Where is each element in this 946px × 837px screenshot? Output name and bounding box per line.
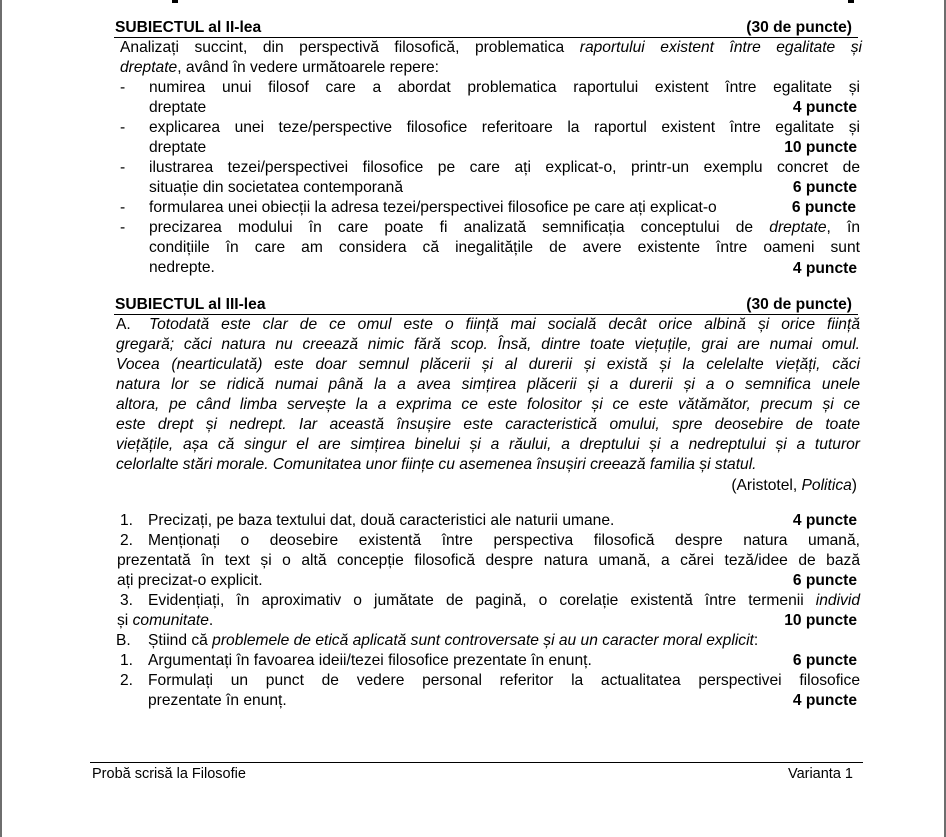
question-1-text: Precizați, pe baza textului dat, două caracteristici ale naturii umane. bbox=[148, 512, 615, 529]
page-left-border bbox=[0, 0, 2, 837]
footer-left: Probă scrisă la Filosofie bbox=[92, 766, 246, 782]
subject2-intro-line2: dreptate, având în vedere următoarele repere: bbox=[120, 59, 440, 76]
part-b-question-2-points: 4 puncte bbox=[792, 692, 857, 709]
question-2-line2: prezentată în text și o altă concepție filosofică despre natura umană, a cărei teză/idee de bază bbox=[117, 552, 860, 569]
subject2-item3-line2: situație din societatea contemporană bbox=[149, 179, 403, 196]
quote-line-2: gregară; căci natura nu creează nimic fără scop. Însă, dintre toate viețuțile, grai are numai omul. bbox=[116, 336, 860, 353]
part-b-question-2-number: 2. bbox=[120, 672, 134, 689]
footer-right: Varianta 1 bbox=[787, 766, 853, 782]
quote-line-1: Totodată este clar de ce omul este o ființă mai socială decât orice albină și orice ființă bbox=[149, 316, 860, 333]
subject2-item5-line1: precizarea modului în care poate fi analizată semnificația conceptului de dreptate, în bbox=[149, 219, 861, 236]
top-cutoff-mark bbox=[172, 0, 178, 3]
subject2-item2-line1: explicarea unei teze/perspective filosofice referitoare la raportul existent între egalitate și bbox=[149, 119, 860, 136]
quote-source: (Aristotel, Politica) bbox=[731, 477, 857, 494]
list-dash: - bbox=[120, 159, 126, 176]
subject2-points: (30 de puncte) bbox=[746, 19, 852, 36]
question-3-number: 3. bbox=[120, 592, 134, 609]
subject2-item3-points: 6 puncte bbox=[792, 179, 857, 196]
quote-line-3: Vocea (nearticulată) este doar semnul plăcerii și al durerii și există și la celelalte viețăți, căci bbox=[116, 356, 860, 373]
quote-line-4: natura lor se ridică numai până la a avea simțirea plăcerii și a durerii și a o semnifica unele bbox=[116, 376, 860, 393]
question-2-line1: Menționați o deosebire existentă între perspectiva filosofică despre natura umană, bbox=[148, 532, 860, 549]
list-dash: - bbox=[120, 199, 126, 216]
subject2-item4-line1: formularea unei obiecții la adresa tezei/perspectivei filosofice pe care ați explicat-o bbox=[149, 199, 717, 216]
subject2-item5-points: 4 puncte bbox=[792, 260, 857, 277]
part-b-intro: Știind că problemele de etică aplicată sunt controversate și au un caracter moral explicit: bbox=[148, 632, 759, 649]
subject2-item1-points: 4 puncte bbox=[792, 99, 857, 116]
part-b-question-2-line2: prezentate în enunț. bbox=[148, 692, 287, 709]
quote-line-7: viețățile, așa că singur el are simțirea binelui și a răului, a dreptului și a nedreptului și a tuturor bbox=[116, 436, 860, 453]
question-2-line3: ați precizat-o explicit. bbox=[117, 572, 263, 589]
subject2-item4-points: 6 puncte bbox=[791, 199, 856, 216]
footer-rule bbox=[90, 762, 863, 763]
part-b-label: B. bbox=[116, 632, 131, 649]
quote-line-6: este drept și nedrept. Iar această însușire este caracteristică omului, spre deosebire de toate bbox=[116, 416, 860, 433]
subject2-item5-line2: condițiile în care am considera că inegalitățile de avere existente între oameni sunt bbox=[149, 239, 860, 256]
list-dash: - bbox=[120, 219, 126, 236]
subject2-intro-line1: Analizați succint, din perspectivă filosofică, problematica raportului existent între egalitate și bbox=[120, 39, 862, 56]
subject2-item1-line2: dreptate bbox=[149, 99, 207, 116]
top-cutoff-mark bbox=[848, 0, 854, 3]
subject2-title: SUBIECTUL al II-lea bbox=[115, 19, 262, 36]
part-b-question-2-line1: Formulați un punct de vedere personal referitor la actualitatea perspectivei filosofice bbox=[148, 672, 860, 689]
question-3-points: 10 puncte bbox=[784, 612, 857, 629]
part-b-question-1-text: Argumentați în favoarea ideii/tezei filosofice prezentate în enunț. bbox=[148, 652, 592, 669]
subject2-item2-points: 10 puncte bbox=[784, 139, 857, 156]
part-b-question-1-points: 6 puncte bbox=[792, 652, 857, 669]
question-1-number: 1. bbox=[120, 512, 134, 529]
question-1-points: 4 puncte bbox=[792, 512, 857, 529]
quote-line-5: altora, pe când limba servește la a exprima ce este folositor și ce este vătămător, precum și ce bbox=[116, 396, 860, 413]
subject3-points: (30 de puncte) bbox=[746, 296, 852, 313]
subject2-item5-line3: nedrepte. bbox=[149, 259, 215, 276]
list-dash: - bbox=[120, 119, 126, 136]
subject2-item1-line1: numirea unui filosof care a abordat problematica raportului existent între egalitate și bbox=[149, 79, 860, 96]
part-b-question-1-number: 1. bbox=[120, 652, 134, 669]
question-2-number: 2. bbox=[120, 532, 134, 549]
question-3-line2: și comunitate. bbox=[117, 612, 214, 629]
list-dash: - bbox=[120, 79, 126, 96]
subject3-title: SUBIECTUL al III-lea bbox=[115, 296, 266, 313]
quote-line-8: celorlalte stări morale. Comunitatea unor ființe cu asemenea însușiri creează familia și statul. bbox=[116, 456, 757, 473]
question-3-line1: Evidențiați, în aproximativ o jumătate de pagină, o corelație existentă între termenii individ bbox=[148, 592, 860, 609]
subject2-item2-line2: dreptate bbox=[149, 139, 207, 156]
question-2-points: 6 puncte bbox=[792, 572, 857, 589]
part-a-label: A. bbox=[116, 316, 131, 333]
subject2-item3-line1: ilustrarea tezei/perspectivei filosofice pe care ați explicat-o, printr-un exemplu concret de bbox=[149, 159, 860, 176]
